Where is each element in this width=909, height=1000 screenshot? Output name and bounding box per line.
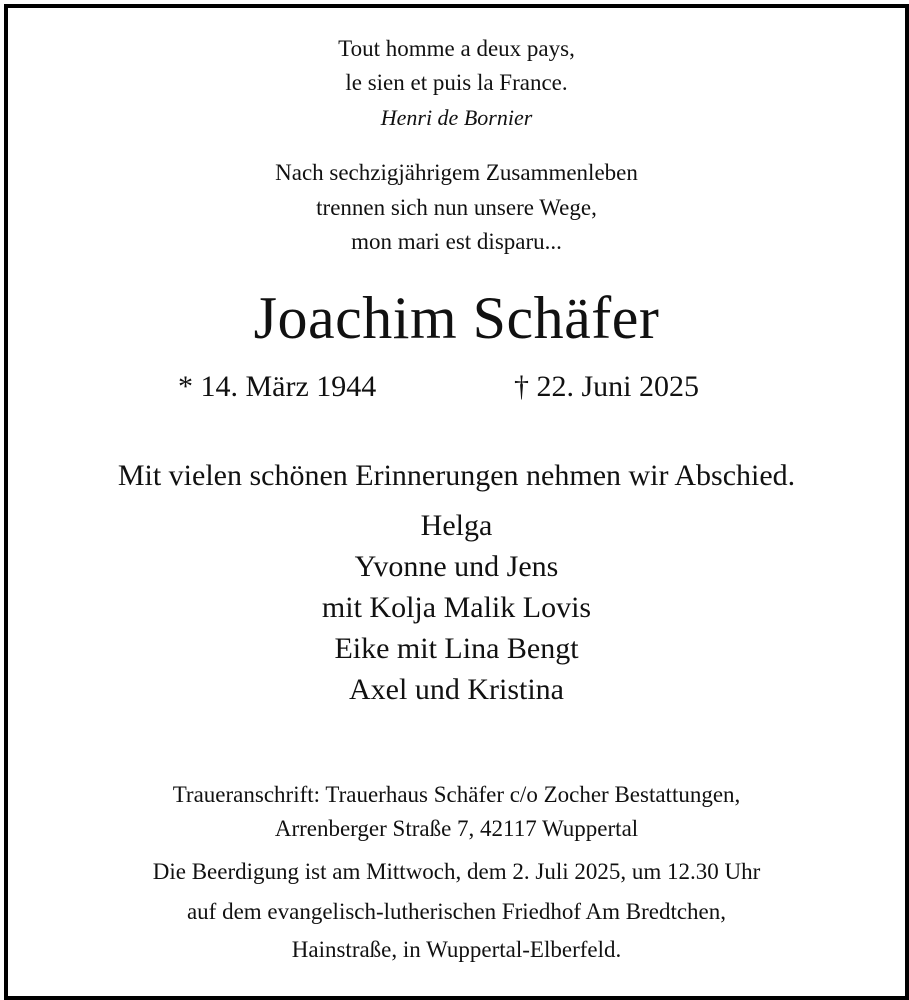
mourner-line-3: mit Kolja Malik Lovis: [321, 591, 592, 624]
intro-line-1: Nach sechzigjährigem Zusammenleben: [275, 160, 638, 185]
quote-line-2: le sien et puis la France.: [345, 70, 568, 95]
funeral-line-3: Hainstraße, in Wuppertal-Elberfeld.: [291, 937, 622, 962]
quote-author: Henri de Bornier: [380, 105, 533, 130]
mourner-line-4: Eike mit Lina Bengt: [334, 632, 579, 665]
intro-line-3: mon mari est disparu...: [351, 229, 562, 254]
deceased-name: Joachim Schäfer: [253, 285, 660, 351]
mourner-line-5: Axel und Kristina: [349, 673, 564, 706]
mourner-line-2: Yvonne und Jens: [354, 550, 559, 583]
birth-date: * 14. März 1944: [178, 370, 377, 403]
death-date: † 22. Juni 2025: [514, 370, 700, 403]
address-line-1: Traueranschrift: Trauerhaus Schäfer c/o Zocher Bestattungen,: [172, 782, 741, 807]
obituary-notice: [4, 4, 909, 1000]
funeral-line-1: Die Beerdigung ist am Mittwoch, dem 2. Juli 2025, um 12.30 Uhr: [152, 859, 761, 884]
funeral-line-2: auf dem evangelisch-lutherischen Friedhof Am Bredtchen,: [186, 899, 727, 924]
quote-line-1: Tout homme a deux pays,: [338, 36, 575, 61]
farewell-text: Mit vielen schönen Erinnerungen nehmen wir Abschied.: [117, 459, 796, 492]
intro-line-2: trennen sich nun unsere Wege,: [316, 195, 597, 220]
address-line-2: Arrenberger Straße 7, 42117 Wuppertal: [274, 816, 639, 841]
mourner-line-1: Helga: [420, 509, 493, 542]
